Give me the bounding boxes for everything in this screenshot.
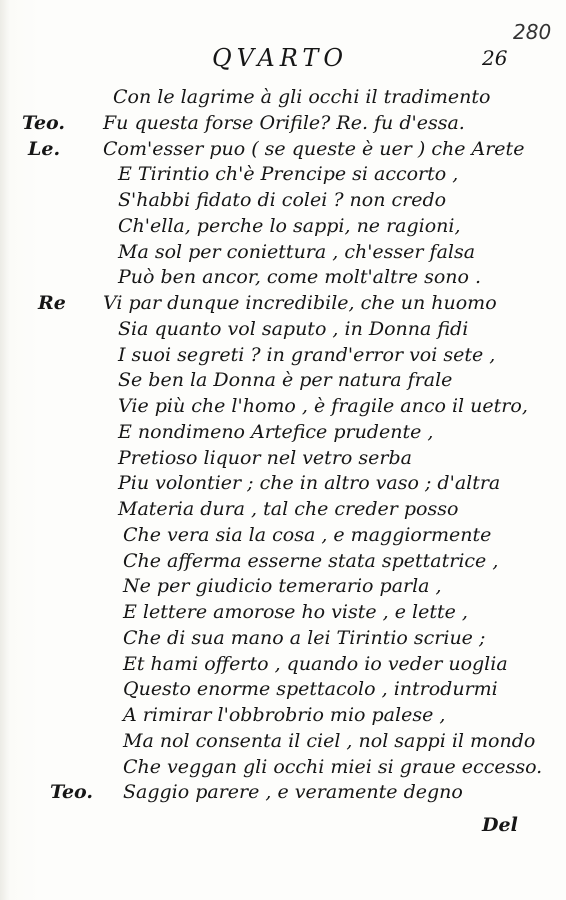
verse-line: [0, 651, 566, 677]
verse-line: [0, 239, 566, 265]
verse-text: Può ben ancor, come molt'altre sono .: [118, 266, 482, 289]
verse-text: Che afferma esserne stata spettatrice ,: [123, 549, 499, 572]
speaker-label: Le.: [28, 137, 61, 160]
verse-text: Vi par dunque incredibile, che un huomo: [103, 292, 497, 314]
verse-line: [0, 728, 566, 754]
verse-text: Se ben la Donna è per natura frale: [118, 369, 453, 392]
verse-text: Ma sol per coniettura , ch'esser falsa: [118, 240, 476, 263]
page-number: 26: [482, 46, 508, 70]
verse-text: Che veggan gli occhi miei si graue eccesso.: [123, 755, 543, 778]
verse-line: [0, 393, 566, 419]
verse-text: Ch'ella, perche lo sappi, ne ragioni,: [118, 214, 461, 237]
verse-line: [0, 522, 566, 548]
verse-line: [0, 367, 566, 393]
verse-line: [0, 110, 566, 136]
verse-line: [0, 625, 566, 651]
verse-line: [0, 316, 566, 342]
verse-line: [0, 342, 566, 368]
verse-text: Con le lagrime à gli occhi il tradimento: [113, 86, 491, 108]
verse-line: [0, 161, 566, 187]
verse-text: Sia quanto vol saputo , in Donna fidi: [118, 317, 469, 340]
verse-line: [0, 213, 566, 239]
verse-line: [0, 187, 566, 213]
verse-line: [0, 445, 566, 471]
verse-line: [0, 470, 566, 496]
verse-text: Che vera sia la cosa , e maggiormente: [123, 523, 492, 546]
verse-line: [0, 754, 566, 780]
verse-text: Questo enorme spettacolo , introdurmi: [123, 678, 498, 701]
verse-text: E nondimeno Artefice prudente ,: [118, 420, 434, 443]
verse-line: [0, 84, 566, 110]
verse-text: E lettere amorose ho viste , e lette ,: [123, 601, 468, 623]
verse-line: [0, 136, 566, 162]
verse-text: Pretioso liquor nel vetro serba: [118, 446, 412, 469]
running-head: QVARTO: [212, 44, 349, 72]
verse-line: [0, 548, 566, 574]
verse-text: I suoi segreti ? in grand'error voi sete ,: [118, 343, 496, 366]
verse-text: Com'esser puo ( se queste è uer ) che Arete: [103, 137, 525, 160]
verse-line: [0, 496, 566, 522]
speaker-label: Teo.: [22, 111, 66, 134]
verse-text: Fu questa forse Orifile? Re. fu d'essa.: [103, 111, 465, 134]
verse-text: Et hami offerto , quando io veder uoglia: [123, 652, 508, 675]
verse-text: Materia dura , tal che creder posso: [118, 498, 459, 520]
verse-line: [0, 599, 566, 625]
handwritten-folio-number: 280: [513, 20, 552, 44]
verse-line: [0, 676, 566, 702]
catchword: Del: [482, 814, 518, 836]
verse-line: [0, 779, 566, 805]
verse-text: S'habbi fidato di colei ? non credo: [118, 189, 447, 211]
verse-text: Ma nol consenta il ciel , nol sappi il mondo: [123, 729, 536, 752]
verse-text: Piu volontier ; che in altro vaso ; d'altra: [118, 472, 501, 495]
verse-text: E Tirintio ch'è Prencipe si accorto ,: [118, 163, 459, 186]
verse-line: [0, 264, 566, 290]
verse-line: [0, 290, 566, 316]
verse-text: Vie più che l'homo , è fragile anco il uetro,: [118, 395, 528, 417]
verse-line: [0, 573, 566, 599]
verse-line: [0, 702, 566, 728]
speaker-label: Re: [38, 292, 66, 314]
speaker-label: Teo.: [50, 781, 94, 804]
verse-text: Ne per giudicio temerario parla ,: [123, 575, 442, 598]
verse-text: Che di sua mano a lei Tirintio scriue ;: [123, 626, 486, 649]
verse-text: Saggio parere , e veramente degno: [123, 781, 463, 804]
verse-text: A rimirar l'obbrobrio mio palese ,: [123, 704, 446, 726]
verse-line: [0, 419, 566, 445]
